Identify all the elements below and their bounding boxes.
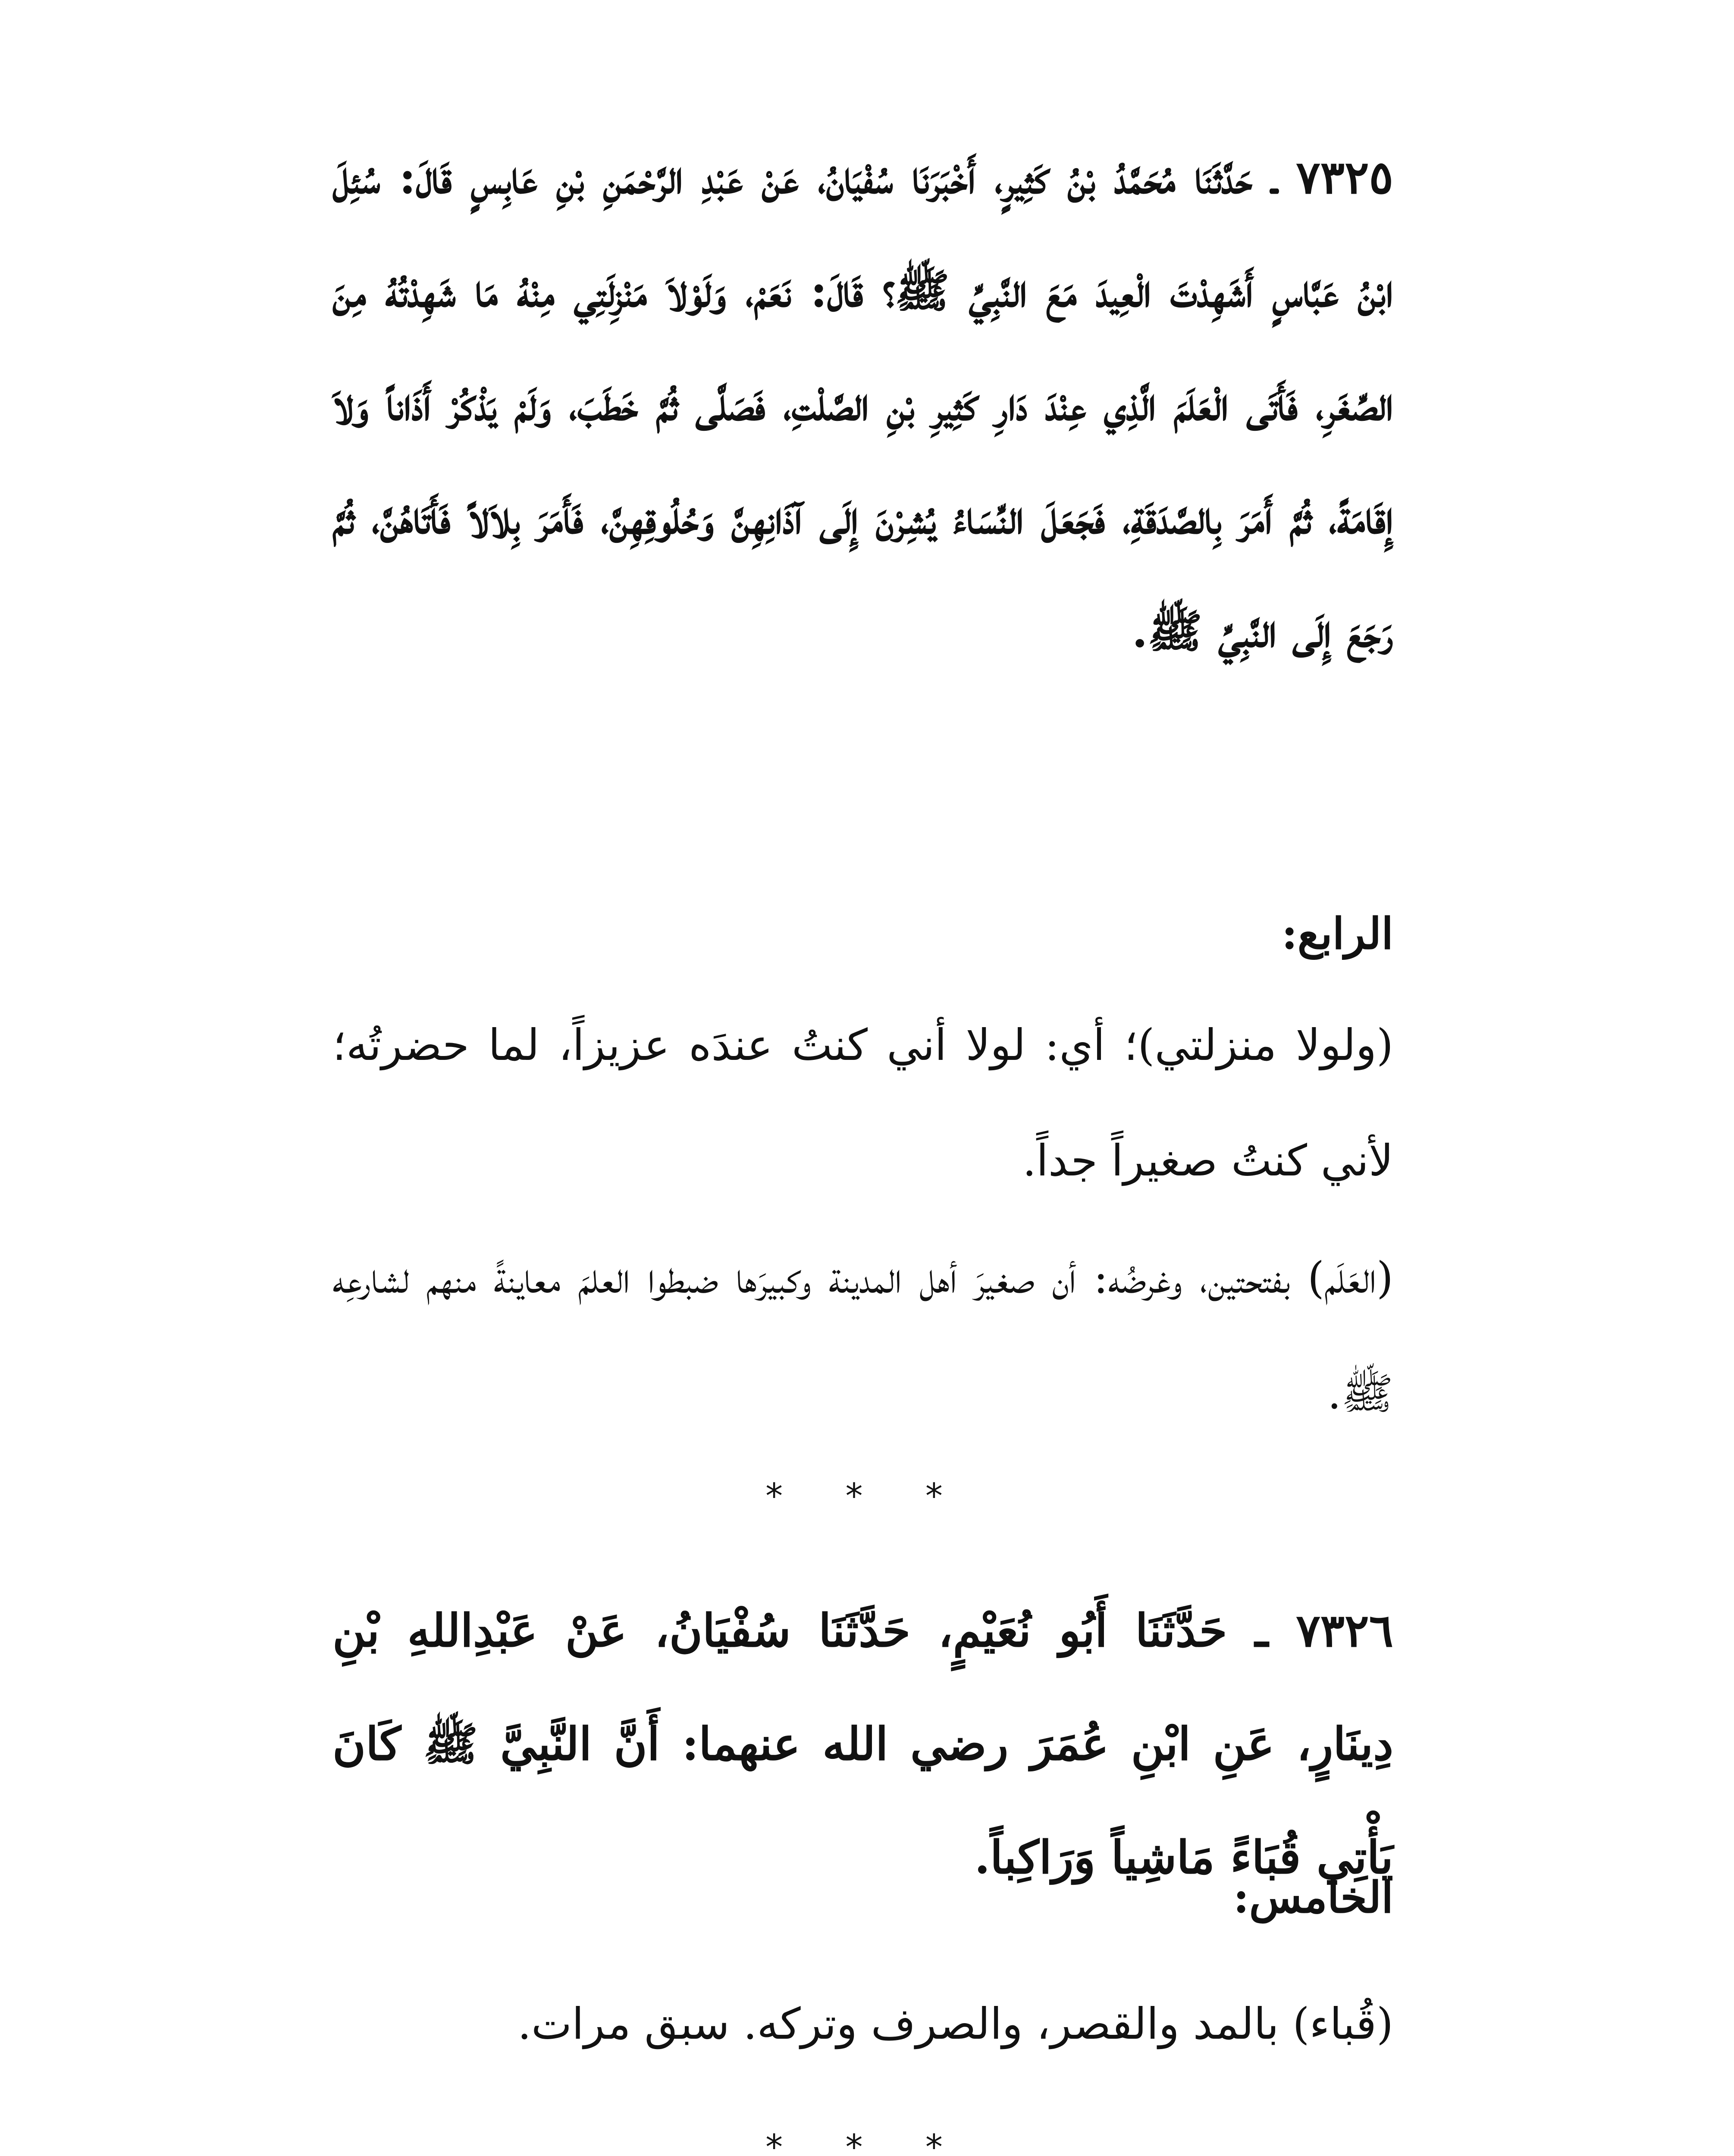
commentary-4-paragraph-2: (العَلَم) بفتحتين، وغرضُه: أن صغيرَ أهل المدينة وكبيرَها ضبطوا العلمَ معاينةً منهم لشارعِه ﷺ. bbox=[332, 1253, 1393, 1419]
section-separator-1: * * * bbox=[765, 1476, 969, 1516]
hadith-7326-text: ٧٣٢٦ ـ حَدَّثَنَا أَبُو نُعَيْمٍ، حَدَّثَنَا سُفْيَانُ، عَنْ عَبْدِاللهِ بْنِ دِينَارٍ، عَنِ ابْنِ عُمَرَ رضي الله عنهما: أَنَّ النَّبِيَّ ﷺ كَانَ يَأْتِي قُبَاءً مَاشِياً وَرَاكِباً. bbox=[332, 1604, 1393, 1884]
section-separator-2: * * * bbox=[765, 2127, 969, 2156]
hadith-7325-text: ٧٣٢٥ ـ حَدَّثَنَا مُحَمَّدُ بْنُ كَثِيرٍ، أَخْبَرَنَا سُفْيَانُ، عَنْ عَبْدِ الرَّحْمَنِ بْنِ عَابِسٍ قَالَ: سُئِلَ ابْنُ عَبَّاسٍ أَشَهِدْتَ الْعِيدَ مَعَ النَّبِيِّ ﷺ؟ قَالَ: نَعَمْ، وَلَوْلاَ مَنْزِلَتِي مِنْهُ مَا شَهِدْتُهُ مِنَ الصِّغَرِ، فَأَتَى الْعَلَمَ الَّذِي عِنْدَ دَارِ كَثِيرِ بْنِ الصَّلْتِ، فَصَلَّى ثُمَّ خَطَبَ، وَلَمْ يَذْكُرْ أَذَاناً وَلاَ إِقَامَةً، ثُمَّ أَمَرَ بِالصَّدَقَةِ، فَجَعَلَ النِّسَاءُ يُشِرْنَ إِلَى آذَانِهِنَّ وَحُلُوقِهِنَّ، فَأَمَرَ بِلاَلاً فَأَتَاهُنَّ، ثُمَّ رَجَعَ إِلَى النَّبِيِّ ﷺ. bbox=[332, 150, 1393, 658]
commentary-5-paragraph-1: (قُباء) بالمد والقصر، والصرف وتركه. سبق مرات. bbox=[517, 1999, 1393, 2049]
commentary-4-paragraph-1: (ولولا منزلتي)؛ أي: لولا أني كنتُ عندَه عزيزاً، لما حضرتُه؛ لأني كنتُ صغيراً جداً. bbox=[332, 1020, 1393, 1186]
commentary-4-heading: الرابع: bbox=[1281, 908, 1393, 959]
commentary-5-heading: الخامس: bbox=[1233, 1872, 1393, 1923]
